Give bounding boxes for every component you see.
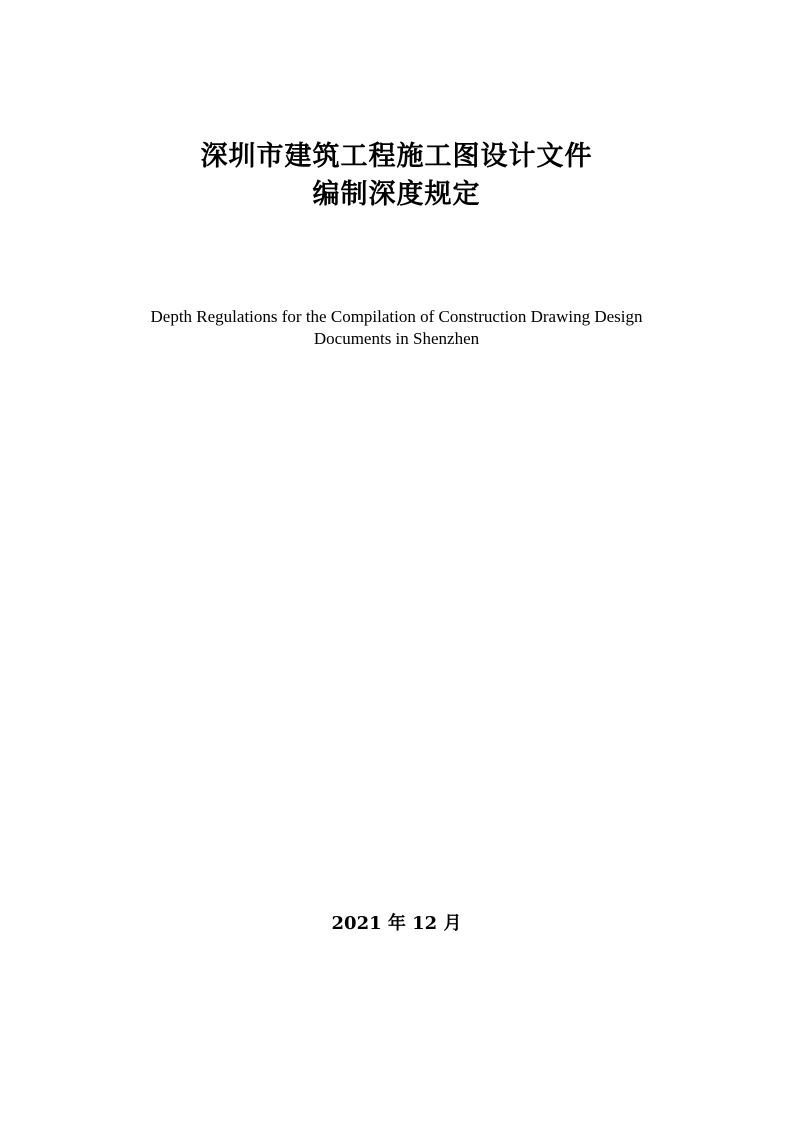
english-title-line-2: Documents in Shenzhen	[313, 329, 480, 348]
chinese-title-line-1: 深圳市建筑工程施工图设计文件	[200, 141, 593, 172]
publication-date: 2021 年 12 月	[331, 913, 462, 934]
english-title-line-1: Depth Regulations for the Compilation of Construction Drawing Design	[150, 307, 643, 326]
chinese-title	[0, 138, 793, 214]
chinese-title-line-2: 编制深度规定	[312, 179, 481, 210]
english-title	[0, 306, 793, 350]
